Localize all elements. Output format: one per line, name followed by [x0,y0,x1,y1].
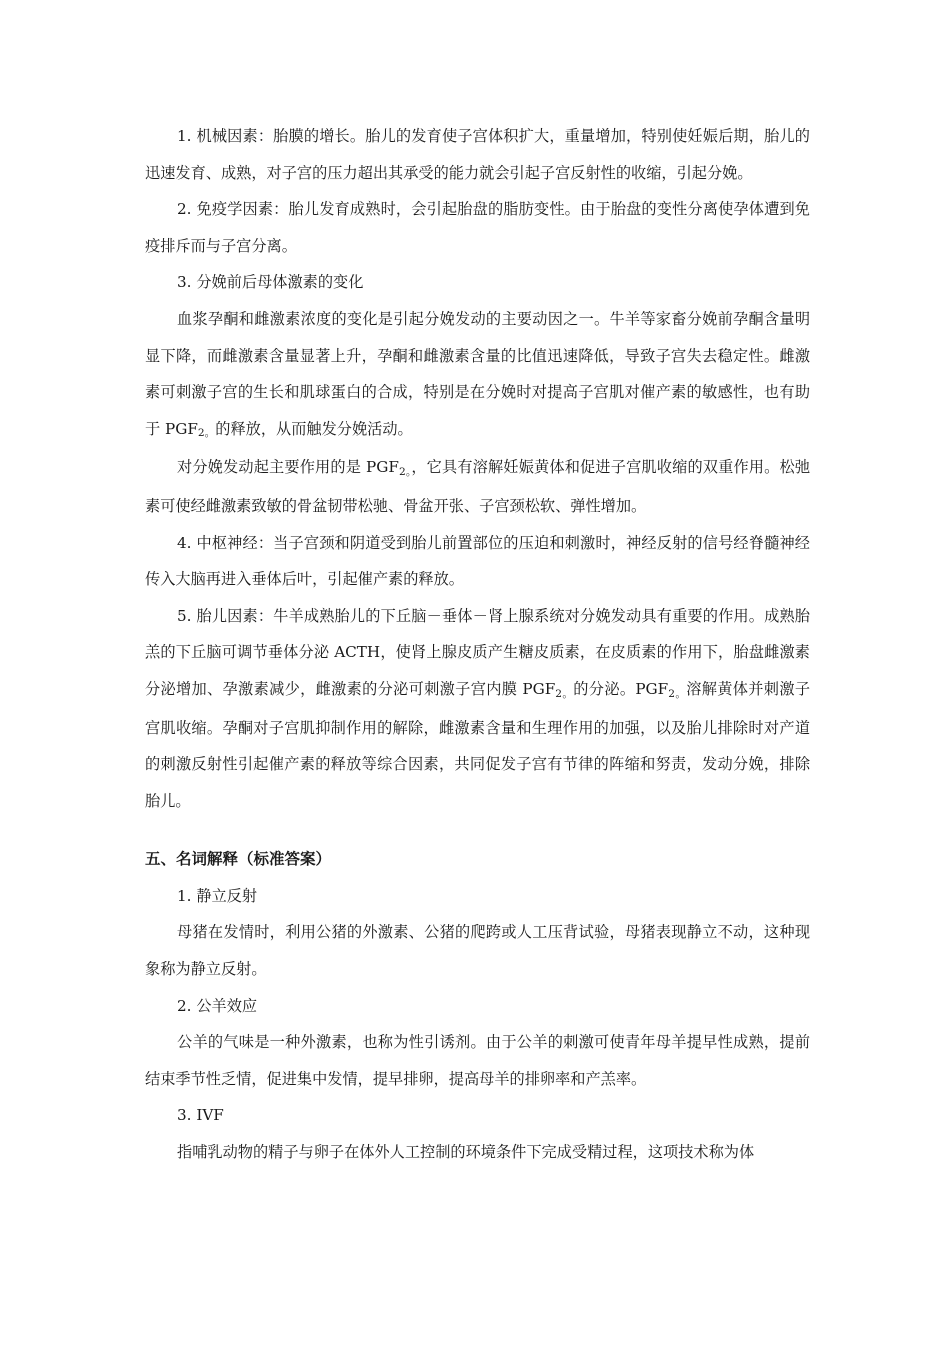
text-run: 的分泌。PGF [573,679,669,698]
paragraph-fetal-factor [145,598,810,820]
text-run: ，它具有溶解妊娠黄体和促进子宫肌收缩的双重作用。松弛素可使经雌激素致敏的骨盆韧带松驰、骨盆开张、子宫颈松软、弹性增加。 [145,458,811,515]
subscript: 2。 [668,686,687,700]
paragraph-hormone-change [145,301,810,449]
term-title: 3. IVF [177,1106,224,1125]
term-title: 1. 静立反射 [177,886,258,905]
subscript: 2。 [555,686,574,700]
paragraph-pgf2-role [145,449,810,524]
subscript: 2。 [197,426,216,440]
term-definition: 公羊的气味是一种外激素，也称为性引诱剂。由于公羊的刺激可使青年母羊提早性成熟，提前结束季节性乏情，促进集中发情，提早排卵，提高母羊的排卵率和产羔率。 [145,1033,810,1088]
text-run: 的释放，从而触发分娩活动。 [215,419,413,438]
text-run: 血浆孕酮和雌激素浓度的变化是引起分娩发动的主要动因之一。牛羊等家畜分娩前孕酮含量明显下降，而雌激素含量显著上升，孕酮和雌激素含量的比值迅速降低，导致子宫失去稳定性。雌激素可刺激子宫的生长和肌球蛋白的合成，特别是在分娩时对提高子宫肌对催产素的敏感性，也有助于 PGF [145,309,810,438]
paragraph-mechanical-factor: 1. 机械因素：胎膜的增长。胎儿的发育使子宫体积扩大，重量增加，特别使妊娠后期，胎儿的迅速发育、成熟，对子宫的压力超出其承受的能力就会引起子宫反射性的收缩，引起分娩。 [145,127,810,182]
text-run: 5. 胎儿因素：牛羊成熟胎儿的下丘脑－垂体－肾上腺系统对分娩发动具有重要的作用。成熟胎羔的下丘脑可调节垂体分泌 ACTH，使肾上腺皮质产生糖皮质素，在皮质素的作用下，胎盘雌激素分泌增加、孕激素减少，雌激素的分泌可刺激子宫内膜 PGF [145,606,810,698]
subscript: 2。 [398,465,412,478]
text-run: 溶解黄体并刺激子宫肌收缩。孕酮对子宫肌抑制作用的解除，雌激素含量和生理作用的加强，以及胎儿排除时对产道的刺激反射性引起催产素的释放等综合因素，共同促发子宫有节律的阵缩和努责，发动分娩，排除胎儿。 [145,679,811,810]
paragraph-central-nervous: 4. 中枢神经：当子宫颈和阴道受到胎儿前置部位的压迫和刺激时，神经反射的信号经脊髓神经传入大脑再进入垂体后叶，引起催产素的释放。 [145,533,810,589]
term-title: 2. 公羊效应 [177,996,258,1015]
term-definition: 母猪在发情时，利用公猪的外激素、公猪的爬跨或人工压背试验，母猪表现静立不动，这种现象称为静立反射。 [145,923,810,979]
document-page [145,118,810,1171]
term-definition: 指哺乳动物的精子与卵子在体外人工控制的环境条件下完成受精过程，这项技术称为体 [177,1143,755,1162]
section-heading: 五、名词解释（标准答案） [145,849,332,869]
paragraph-hormone-title: 3. 分娩前后母体激素的变化 [177,273,364,292]
paragraph-immunology-factor: 2. 免疫学因素：胎儿发育成熟时，会引起胎盘的脂肪变性。由于胎盘的变性分离使孕体遭到免疫排斥而与子宫分离。 [145,200,810,255]
text-run: 对分娩发动起主要作用的是 PGF [177,458,399,477]
